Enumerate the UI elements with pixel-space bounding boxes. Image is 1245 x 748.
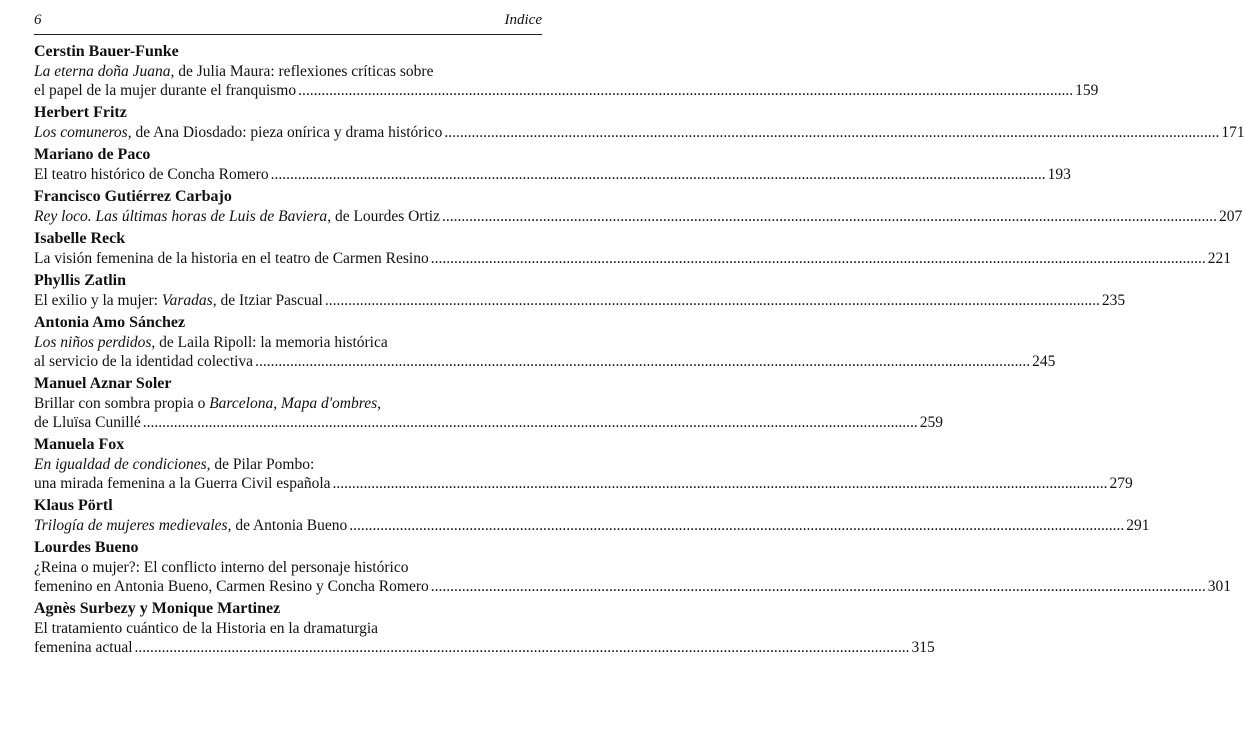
dot-leader: ........................................................................................................................................................................................................ [324,292,1100,309]
entry-page-number: 221 [1207,250,1231,267]
toc-entry [34,496,1150,535]
entry-page-number: 207 [1218,208,1243,225]
entry-title-text [34,577,429,596]
toc-entry [34,271,1126,310]
title-text: al servicio de la identidad colectiva [34,353,254,370]
entry-title-text [34,81,296,100]
dot-leader: ........................................................................................................................................................................................................ [298,82,1074,99]
entry-title-last-line [34,516,1150,535]
entry-author: Isabelle Reck [34,230,126,247]
entry-title-last-line [34,413,944,432]
toc-entry [34,229,1231,268]
entry-title-line [34,558,542,577]
entry-author: Francisco Gutiérrez Carbajo [34,188,232,205]
entry-author: Manuela Fox [34,436,125,453]
table-of-contents [34,42,1245,660]
entry-title-text [34,165,269,184]
entry-page-number: 235 [1101,292,1126,309]
toc-entry [34,538,1231,596]
toc-entry [34,599,935,657]
work-title: Trilogía de mujeres medievales [34,517,228,534]
entry-page-number: 279 [1109,475,1133,492]
entry-author: Antonia Amo Sánchez [34,314,186,331]
entry-title-last-line [34,352,1056,371]
running-header [34,10,542,35]
dot-leader: ........................................................................................................................................................................................................ [332,475,1108,492]
entry-author: Mariano de Paco [34,146,151,163]
entry-title-text [34,291,323,310]
entry-title-last-line [34,123,1245,142]
title-text: femenino en Antonia Bueno, Carmen Resino y Concha Romero [34,578,429,595]
title-text: ¿Reina o mujer?: El conflicto interno del personaje histórico [34,559,409,576]
toc-entry [34,313,1056,371]
title-text: El exilio y la mujer: [34,292,162,309]
entry-author: Phyllis Zatlin [34,272,127,289]
entry-page-number: 301 [1207,578,1231,595]
entry-page-number: 245 [1032,353,1056,370]
work-title: Rey loco. Las últimas horas de Luis de Baviera [34,208,328,225]
entry-page-number: 171 [1221,124,1245,141]
entry-title-last-line [34,291,1126,310]
entry-title-text [34,123,442,142]
entry-title-last-line [34,577,1231,596]
entry-page-number: 259 [919,414,944,431]
section-title: Indice [504,12,542,28]
entry-author: Agnès Surbezy y Monique Martinez [34,600,281,617]
entry-page-number: 291 [1126,517,1150,534]
dot-leader: ........................................................................................................................................................................................................ [349,517,1125,534]
entry-title-text [34,413,141,432]
title-text: una mirada femenina a la Guerra Civil española [34,475,331,492]
title-text: , de Lourdes Ortiz [327,208,440,225]
entry-title-text [34,352,253,371]
entry-title-line [34,394,542,413]
title-text: La visión femenina de la historia en el teatro de Carmen Resino [34,250,429,267]
entry-title-line [34,455,542,474]
dot-leader: ........................................................................................................................................................................................................ [270,166,1046,183]
entry-author: Cerstin Bauer-Funke [34,43,179,60]
title-text: , de Itziar Pascual [212,292,323,309]
title-text: de Lluïsa Cunillé [34,414,141,431]
page-number: 6 [34,12,42,28]
dot-leader: ........................................................................................................................................................................................................ [134,639,910,656]
entry-title-last-line [34,81,1099,100]
toc-entry [34,42,1099,100]
title-text: , de Pilar Pombo: [206,456,315,473]
title-text: , [377,395,381,412]
toc-entry [34,187,1243,226]
dot-leader: ........................................................................................................................................................................................................ [255,353,1031,370]
work-title: Varadas [161,292,213,309]
entry-title-line [34,62,542,81]
entry-page-number: 159 [1075,82,1099,99]
entry-title-text [34,638,133,657]
entry-author: Herbert Fritz [34,104,127,121]
entry-title-last-line [34,165,1071,184]
entry-title-last-line [34,207,1243,226]
title-text: el papel de la mujer durante el franquismo [34,82,297,99]
dot-leader: ........................................................................................................................................................................................................ [430,578,1206,595]
entry-page-number: 193 [1047,166,1071,183]
entry-title-text [34,207,440,226]
entry-title-text [34,474,331,493]
entry-title-text [34,516,347,535]
entry-title-line [34,619,542,638]
entry-author: Klaus Pörtl [34,497,113,514]
entry-page-number: 315 [911,639,935,656]
title-text: Brillar con sombra propia o [34,395,210,412]
work-title: Los comuneros [34,124,128,141]
title-text: , de Ana Diosdado: pieza onírica y drama histórico [127,124,443,141]
work-title: Barcelona, Mapa d'ombres [209,395,378,412]
title-text: , de Antonia Bueno [227,517,348,534]
title-text: El tratamiento cuántico de la Historia en la dramaturgia [34,620,379,637]
entry-author: Lourdes Bueno [34,539,139,556]
entry-title-text [34,249,429,268]
toc-entry [34,435,1133,493]
entry-title-line [34,333,542,352]
title-text: El teatro histórico de Concha Romero [34,166,269,183]
title-text: femenina actual [34,639,133,656]
title-text: , de Julia Maura: reflexiones críticas sobre [170,63,434,80]
toc-entry [34,374,944,432]
dot-leader: ........................................................................................................................................................................................................ [444,124,1220,141]
title-text: , de Laila Ripoll: la memoria histórica [151,334,388,351]
work-title: La eterna doña Juana [34,63,171,80]
dot-leader: ........................................................................................................................................................................................................ [142,414,918,431]
work-title: Los niños perdidos [34,334,152,351]
entry-title-last-line [34,638,935,657]
entry-author: Manuel Aznar Soler [34,375,172,392]
toc-entry [34,145,1071,184]
dot-leader: ........................................................................................................................................................................................................ [441,208,1217,225]
entry-title-last-line [34,474,1133,493]
dot-leader: ........................................................................................................................................................................................................ [430,250,1206,267]
entry-title-last-line [34,249,1231,268]
work-title: En igualdad de condiciones [34,456,207,473]
toc-entry [34,103,1245,142]
